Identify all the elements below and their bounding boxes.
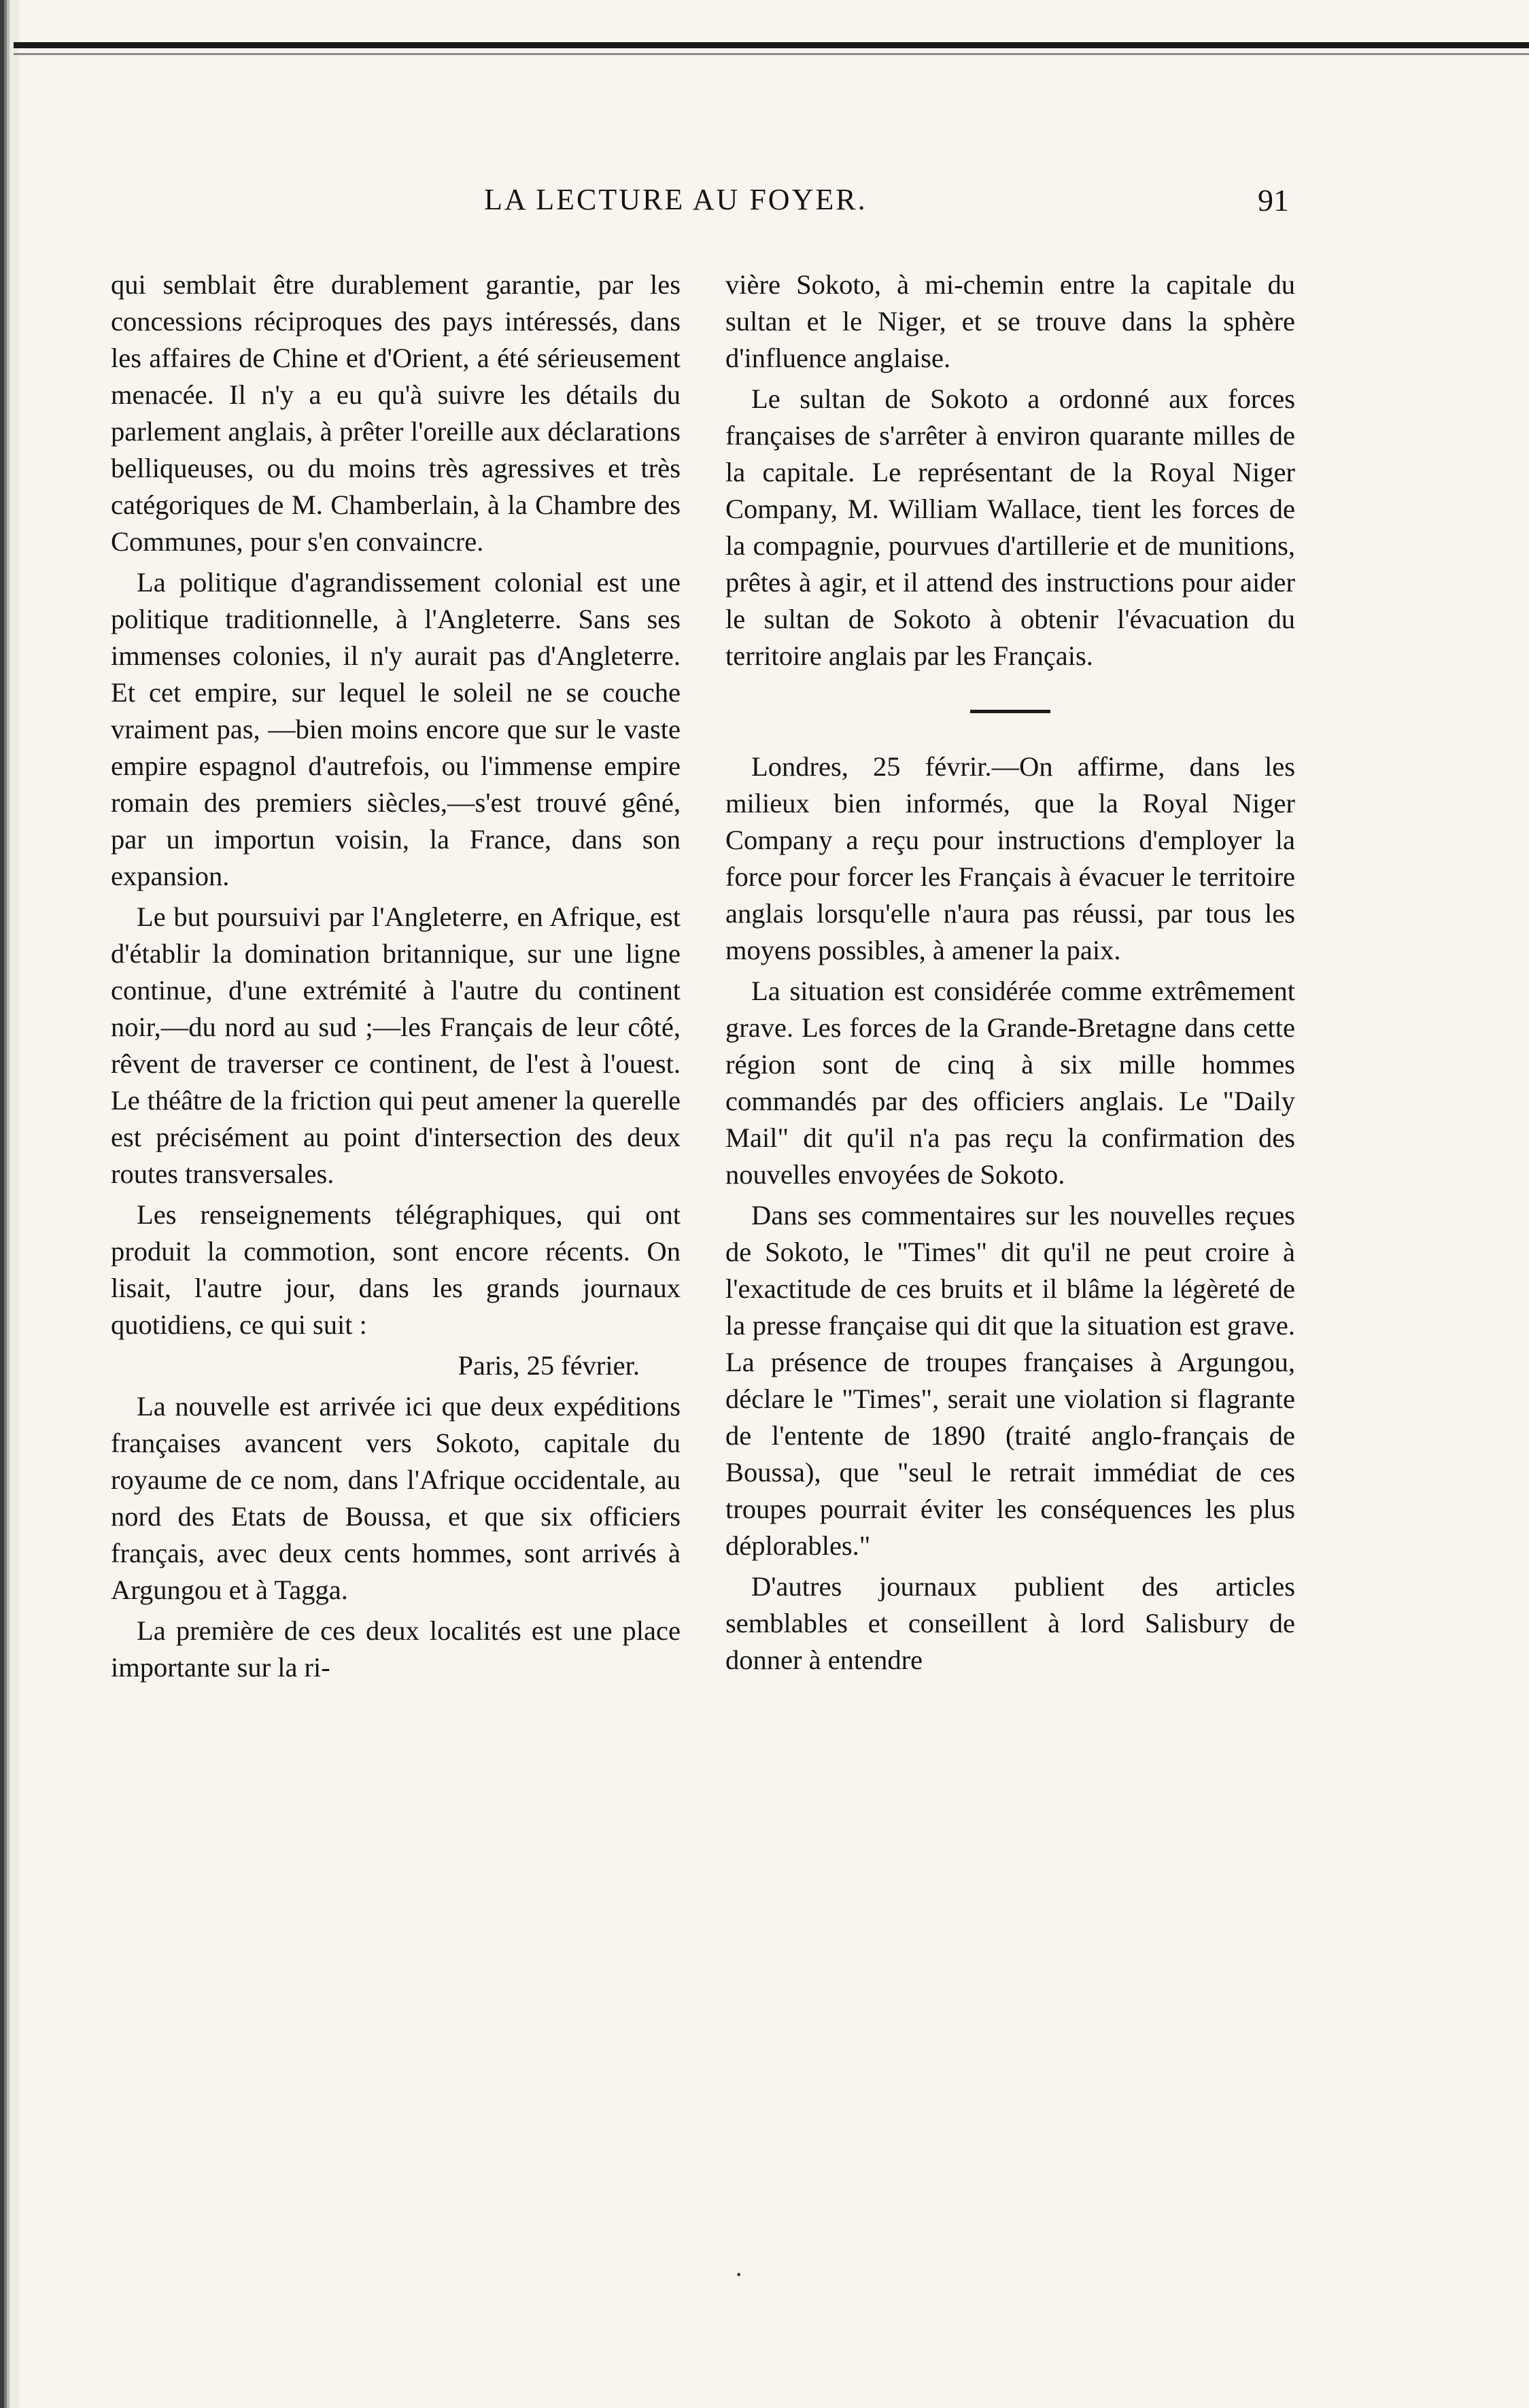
- paragraph: Les renseignements télégraphiques, qui ont produit la commotion, sont encore récents. On lisait, l'autre jour, dans les grands journaux quotidiens, ce qui suit :: [111, 1199, 681, 1340]
- page-number: 91: [1258, 183, 1289, 218]
- paragraph: qui semblait être durablement garantie, par les concessions réciproques des pays intéressés, dans les affaires de Chine et d'Orient, a été sérieusement menacée. Il n'y a eu qu'à suivre les détails du parlement anglais, à prêter l'oreille aux déclarations belliqueuses, ou du moins très agressives et très catégoriques de M. Chamberlain, à la Chambre des Communes, pour s'en convaincre.: [111, 269, 681, 557]
- paragraph: D'autres journaux publient des articles semblables et conseillent à lord Salisbury de donner à entendre: [725, 1571, 1295, 1675]
- paragraph: La nouvelle est arrivée ici que deux expéditions françaises avancent vers Sokoto, capitale du royaume de ce nom, dans l'Afrique occidentale, au nord des Etats de Boussa, et que six officiers français, avec deux cents hommes, sont arrivés à Argungou et à Tagga.: [111, 1391, 681, 1605]
- top-border-rule-thin: [14, 53, 1529, 55]
- paragraph: La situation est considérée comme extrêmement grave. Les forces de la Grande-Bretagne dans cette région sont de cinq à six mille hommes commandés par des officiers anglais. Le "Daily Mail" dit qu'il n'a pas reçu la confirmation des nouvelles envoyées de Sokoto.: [725, 976, 1295, 1190]
- paragraph: Londres, 25 févrir.—On affirme, dans les milieux bien informés, que la Royal Niger Company a reçu pour instructions d'employer la force pour forcer les Français à évacuer le territoire anglais lorsqu'elle n'aura pas réussi, par tous les moyens possibles, à amener la paix.: [725, 751, 1295, 965]
- paragraph: La première de ces deux localités est une place importante sur la ri-: [111, 1615, 681, 1683]
- print-speck: ·: [734, 2259, 744, 2290]
- running-title: LA LECTURE AU FOYER.: [484, 183, 867, 216]
- page-left-edge: [0, 0, 19, 2408]
- paragraph: vière Sokoto, à mi-chemin entre la capitale du sultan et le Niger, et se trouve dans la sphère d'influence anglaise.: [725, 269, 1295, 373]
- running-header: [0, 182, 1529, 230]
- top-border-rule: [14, 42, 1529, 48]
- left-column: [111, 266, 681, 1690]
- dateline: Paris, 25 février.: [458, 1350, 640, 1381]
- section-divider: [970, 710, 1050, 713]
- paragraph: Dans ses commentaires sur les nouvelles reçues de Sokoto, le "Times" dit qu'il ne peut croire à l'exactitude de ces bruits et il blâme la légèreté de la presse française qui dit que la situation est grave. La présence de troupes françaises à Argungou, déclare le "Times", serait une violation si flagrante de l'entente de 1890 (traité anglo-français de Boussa), que "seul le retrait immédiat de ces troupes pourrait éviter les conséquences les plus déplorables.": [725, 1200, 1295, 1561]
- right-column: [725, 266, 1295, 1683]
- paragraph: Le sultan de Sokoto a ordonné aux forces françaises de s'arrêter à environ quarante milles de la capitale. Le représentant de la Royal Niger Company, M. William Wallace, tient les forces de la compagnie, pourvues d'artillerie et de munitions, prêtes à agir, et il attend des instructions pour aider le sultan de Sokoto à obtenir l'évacuation du territoire anglais par les Français.: [725, 383, 1295, 671]
- paragraph: Le but poursuivi par l'Angleterre, en Afrique, est d'établir la domination britannique, sur une ligne continue, d'une extrémité à l'autre du continent noir,—du nord au sud ;—les Français de leur côté, rêvent de traverser ce continent, de l'est à l'ouest. Le théâtre de la friction qui peut amener la querelle est précisément au point d'intersection des deux routes transversales.: [111, 901, 681, 1189]
- paragraph: La politique d'agrandissement colonial est une politique traditionnelle, à l'Angleterre. Sans ses immenses colonies, il n'y aurait pas d'Angleterre. Et cet empire, sur lequel le soleil ne se couche vraiment pas, —bien moins encore que sur le vaste empire espagnol d'autrefois, ou l'immense empire romain des premiers siècles,—s'est trouvé gêné, par un importun voisin, la France, dans son expansion.: [111, 567, 681, 891]
